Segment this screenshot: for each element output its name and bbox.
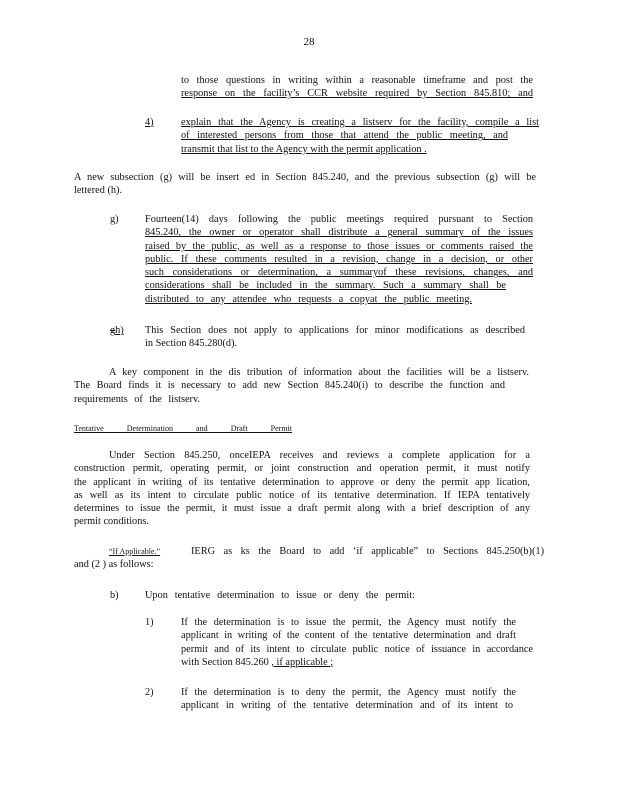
text-line-underlined: response on the facility’s CCR website required by Section 845.810; and (181, 88, 533, 100)
if-applicable-paragraph (74, 545, 544, 572)
inserted-label: h) (115, 325, 124, 336)
text-line-underlined: public. If these comments resulted in a revision, change in a decision, or other (145, 253, 533, 265)
text-line: If the determination is to deny the permit, the Agency must notify the (181, 687, 516, 698)
heading-text: Tentative Determination and Draft Permit (74, 424, 292, 433)
text-line: construction permit, operating permit, or joint construction and operation permit, it must notify (74, 463, 530, 475)
item-4-text (181, 116, 539, 156)
text-line: A key component in the dis tribution of information about the facilities will be a listserv. (109, 367, 529, 378)
text-line: transmit that list to the Agency with the permit application . (181, 143, 427, 155)
if-applicable-heading: “If Applicable.” (109, 547, 161, 556)
text-line-underlined: raised by the public, as well as a response to those issues or comments raised the (145, 240, 533, 252)
text-line: Upon tentative determination to issue or deny the permit: (145, 590, 415, 601)
text-line: the applicant in writing of its tentative determination to approve or deny the permit app lication, (74, 476, 530, 488)
text-line: A new subsection (g) will be insert ed in Section 845.240, and the previous subsection (g) will be (74, 172, 536, 183)
text-line: in Section 845.280(d). (145, 338, 238, 350)
text-line: to those questions in writing within a reasonable timeframe and post the (181, 75, 533, 86)
text-line: permit conditions. (74, 516, 149, 528)
item-h-text (145, 324, 525, 351)
text-line: If the determination is to issue the permit, the Agency must notify the (181, 617, 516, 628)
text-line: explain that the Agency is creating a listserv for the facility, compile a list (181, 117, 539, 128)
text-line: lettered (h). (74, 185, 123, 197)
text-line-underlined: 845.240, the owner or operator shall distribute a general summary of the issues (145, 227, 533, 239)
item-h-label (110, 324, 124, 337)
text-line-underlined: such considerations or determination, a summaryof these revisions, changes, and (145, 267, 533, 279)
listserv-paragraph (74, 366, 529, 406)
item-g-label: g) (110, 214, 119, 225)
new-subsection-paragraph (74, 171, 536, 198)
text-line: permit and of its intent to circulate public notice of issuance in accordance (181, 643, 533, 655)
text-line: applicant in writing of the content of the tentative determination and draft (181, 630, 516, 642)
text-line-underlined: distributed to any attendee who requests a copyat the public meeting. (145, 293, 472, 305)
text-line: of interested persons from those that attend the public meeting, and (181, 130, 508, 142)
text-line: This Section does not apply to applications for minor modifications as described (145, 325, 525, 336)
tentative-determination-paragraph (74, 449, 530, 529)
inserted-text: , if applicable (271, 656, 331, 668)
text-line: requirements of the listserv. (74, 393, 200, 405)
struck-label: g (110, 325, 116, 336)
item-g-text (145, 213, 533, 306)
text-line: Fourteen(14) days following the public meetings required pursuant to Section (145, 214, 533, 225)
page-number: 28 (303, 36, 315, 48)
text-line: IERG as ks the Board to add ‘if applicable” to Sections 845.250(b)(1) (191, 546, 544, 557)
section-heading (74, 422, 292, 435)
item-b-label: b) (110, 590, 119, 601)
item-2-label: 2) (145, 687, 154, 698)
item-b-text (145, 589, 415, 602)
item-4-label: 4) (145, 117, 154, 128)
item-1-text (181, 616, 533, 669)
text-line: The Board finds it is necessary to add new Section 845.240(i) to describe the function and (74, 380, 505, 392)
text-line: and (2 ) as follows: (74, 559, 154, 571)
text-line: as well as its intent to circulate public notice of its tentative determination. If IEPA tentatively (74, 489, 530, 501)
item-2-text (181, 686, 516, 713)
text-line: applicant in writing of the tentative determination and of its intent to (181, 700, 513, 712)
item-1-label: 1) (145, 617, 154, 628)
continued-item-text (181, 74, 533, 101)
text-line: with Section 845.260 (181, 656, 272, 668)
inserted-text: ; (330, 656, 334, 668)
text-line-underlined: considerations shall be included in the summary. Such a summary shall be (145, 280, 506, 292)
text-line: Under Section 845.250, onceIEPA receives and reviews a complete application for a (109, 450, 530, 461)
text-line: determines to issue the permit, it must issue a draft permit along with a brief description of any (74, 503, 530, 515)
